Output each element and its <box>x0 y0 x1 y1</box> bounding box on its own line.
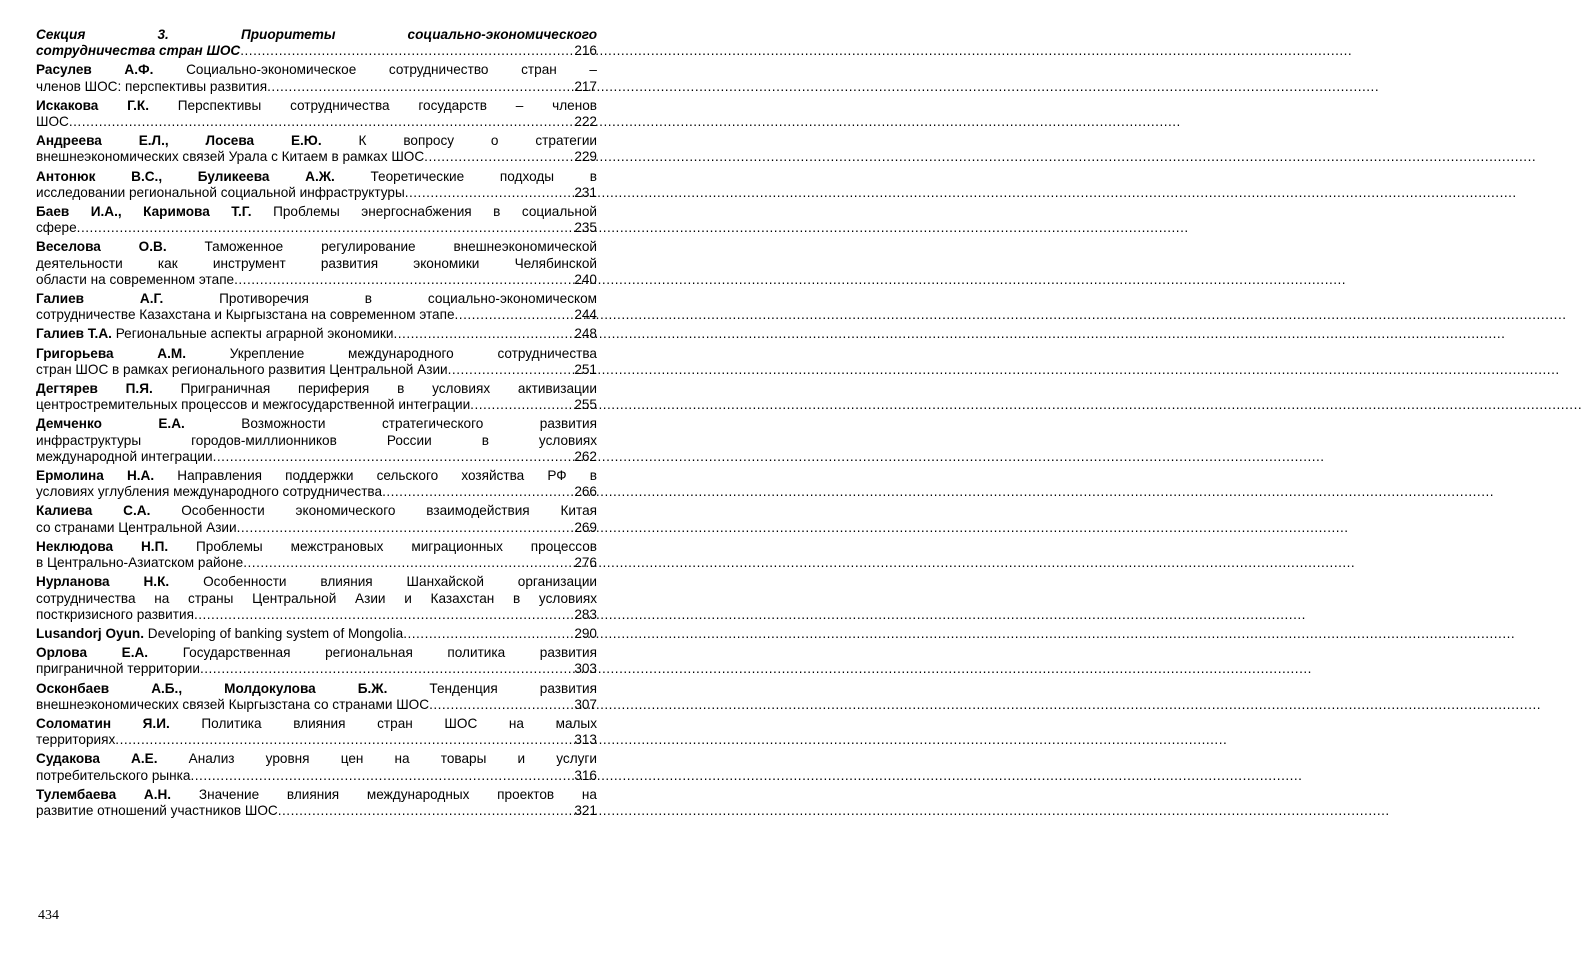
toc-author: Соломатин Я.И. <box>36 715 170 731</box>
toc-entry <box>36 574 597 623</box>
toc-entry <box>36 503 597 535</box>
toc-title-line: Особенности влияния Шанхайской организации <box>203 574 598 590</box>
toc-title-line: инфраструктуры городов-миллионников России в условиях <box>36 432 597 448</box>
toc-page-number: 262 <box>574 448 597 464</box>
toc-author: Тулембаева А.Н. <box>36 786 172 802</box>
toc-title-line: сфере <box>36 220 77 236</box>
toc-author: Расулев А.Ф. <box>36 62 154 78</box>
toc-title-line: сотрудничества на страны Центральной Азии и Казахстан в условиях <box>36 590 597 606</box>
toc-entry <box>36 626 597 642</box>
dot-leader <box>470 397 573 413</box>
dot-leader <box>237 520 574 536</box>
toc-section-heading <box>36 27 597 59</box>
toc-title-line: области на современном этапе <box>36 271 235 287</box>
toc-author: Судакова А.Е. <box>36 751 158 767</box>
dot-leader <box>393 326 573 342</box>
toc-title-line: условиях углубления международного сотрудничества <box>36 484 383 500</box>
dot-leader <box>69 114 573 130</box>
toc-title-line: К вопросу о стратегии <box>358 133 598 149</box>
toc-author: Григорьева А.М. <box>36 345 187 361</box>
toc-author: Андреева Е.Л., Лосева Е.Ю. <box>36 133 322 149</box>
page-number: 434 <box>38 908 59 923</box>
dot-leader <box>455 307 574 323</box>
toc-page-number: 222 <box>574 114 597 130</box>
toc-author: Антонюк В.С., Буликеева А.Ж. <box>36 168 335 184</box>
toc-title-line: Социально-экономическое сотрудничество стран – <box>186 62 597 78</box>
toc-page-number: 240 <box>574 271 597 287</box>
toc-title-line: Политика влияния стран ШОС на малых <box>201 715 597 731</box>
toc-entry <box>36 326 597 342</box>
toc-title-line: Приграничная периферия в условиях активизации <box>180 381 597 397</box>
dot-leader <box>77 220 574 236</box>
toc-title-line: Региональные аспекты аграрной экономики <box>115 326 394 342</box>
toc-entry <box>36 468 597 500</box>
toc-page-number: 255 <box>574 397 597 413</box>
toc-author: Орлова Е.А. <box>36 645 149 661</box>
toc-page-number: 251 <box>574 361 597 377</box>
toc-title-line: Проблемы межстрановых миграционных процессов <box>196 538 597 554</box>
toc-entry <box>36 133 597 165</box>
toc-page-number: 231 <box>574 184 597 200</box>
toc-author: Ермолина Н.А. <box>36 468 155 484</box>
toc-title-line: сотрудничества стран ШОС <box>36 43 241 59</box>
toc-title-line: членов ШОС: перспективы развития <box>36 78 268 94</box>
toc-entry <box>36 681 597 713</box>
toc-author: Дегтярев П.Я. <box>36 381 153 397</box>
toc-title-line: Укрепление международного сотрудничества <box>229 345 597 361</box>
toc-title-line: Значение влияния международных проектов на <box>198 786 597 802</box>
toc-page-number: 303 <box>574 661 597 677</box>
dot-leader <box>115 732 573 748</box>
toc-title-line: Тенденция развития <box>429 680 597 696</box>
toc-page-number: 217 <box>574 78 597 94</box>
toc-title-line: потребительского рынка <box>36 767 191 783</box>
dot-leader <box>424 149 573 165</box>
toc-title-line: Перспективы сотрудничества государств – членов <box>177 97 597 113</box>
toc-entry <box>36 716 597 748</box>
toc-entry <box>36 645 597 677</box>
toc-entry <box>36 62 597 94</box>
toc-page-number: 316 <box>574 767 597 783</box>
toc-entry <box>36 169 597 201</box>
toc-author: Осконбаев А.Б., Молдокулова Б.Ж. <box>36 680 388 696</box>
toc-title-line: со странами Центральной Азии <box>36 519 237 535</box>
toc-page-number: 313 <box>574 732 597 748</box>
toc-entry <box>36 291 597 323</box>
dot-leader <box>405 185 574 201</box>
toc-entry <box>36 381 597 413</box>
toc-title-line: Секция 3. Приоритеты социально-экономического <box>36 27 597 42</box>
toc-page-number: 283 <box>574 606 597 622</box>
dot-leader <box>240 43 573 59</box>
toc-page-number: 216 <box>574 43 597 59</box>
toc-page-number: 290 <box>574 625 597 641</box>
toc-author: Калиева С.А. <box>36 503 151 519</box>
dot-leader <box>243 555 573 571</box>
toc-title-line: сотрудничестве Казахстана и Кыргызстана на современном этапе <box>36 307 455 323</box>
dot-leader <box>278 803 574 819</box>
dot-leader <box>191 768 574 784</box>
table-of-contents <box>36 27 597 822</box>
toc-title-line: в Центрально-Азиатском районе <box>36 555 244 571</box>
toc-title-line: Анализ уровня цен на товары и услуги <box>188 751 597 767</box>
toc-title-line: стран ШОС в рамках регионального развития Центральной Азии <box>36 361 448 377</box>
toc-page-number: 235 <box>574 220 597 236</box>
toc-author: Нурланова Н.К. <box>36 574 170 590</box>
toc-title-line: развитие отношений участников ШОС <box>36 802 278 818</box>
toc-entry <box>36 751 597 783</box>
dot-leader <box>429 697 573 713</box>
toc-title-line: деятельности как инструмент развития экономики Челябинской <box>36 255 597 271</box>
toc-entry <box>36 787 597 819</box>
toc-title-line: территориях <box>36 732 116 748</box>
dot-leader <box>403 626 573 642</box>
toc-page-number: 276 <box>574 555 597 571</box>
toc-entry <box>36 539 597 571</box>
toc-author: Галиев А.Г. <box>36 291 164 307</box>
toc-title-line: внешнеэкономических связей Урала с Китаем в рамках ШОС <box>36 149 425 165</box>
toc-page-number: 244 <box>574 307 597 323</box>
dot-leader <box>200 661 573 677</box>
toc-page-number: 269 <box>574 519 597 535</box>
toc-title-line: Особенности экономического взаимодействия Китая <box>181 503 598 519</box>
toc-title-line: Developing of banking system of Mongolia <box>147 625 404 641</box>
toc-author: Галиев Т.А. <box>36 326 112 342</box>
toc-author: Демченко Е.А. <box>36 416 185 432</box>
dot-leader <box>213 449 574 465</box>
toc-title-line: Направления поддержки сельского хозяйства РФ в <box>177 468 597 484</box>
toc-title-line: ШОС <box>36 114 69 130</box>
toc-page-number: 248 <box>574 326 597 342</box>
toc-title-line: Противоречия в социально-экономическом <box>219 291 597 307</box>
toc-title-line: Проблемы энергоснабжения в социальной <box>273 204 597 220</box>
dot-leader <box>382 484 573 500</box>
toc-page-number: 229 <box>574 149 597 165</box>
toc-author: Lusandorj Oyun. <box>36 625 144 641</box>
toc-page-number: 307 <box>574 696 597 712</box>
toc-page-number: 321 <box>574 802 597 818</box>
toc-entry <box>36 98 597 130</box>
dot-leader <box>267 79 573 95</box>
toc-author: Баев И.А., Каримова Т.Г. <box>36 204 252 220</box>
toc-title-line: центростремительных процессов и межгосударственной интеграции <box>36 397 471 413</box>
dot-leader <box>448 362 574 378</box>
dot-leader <box>234 272 573 288</box>
toc-entry <box>36 346 597 378</box>
toc-title-line: приграничной территории <box>36 661 200 677</box>
toc-title-line: международной интеграции <box>36 448 213 464</box>
toc-title-line: Таможенное регулирование внешнеэкономической <box>204 239 597 255</box>
toc-author: Искакова Г.К. <box>36 97 149 113</box>
toc-title-line: Возможности стратегического развития <box>241 416 598 432</box>
toc-entry <box>36 239 597 288</box>
toc-title-line: исследовании региональной социальной инфраструктуры <box>36 184 405 200</box>
toc-entry <box>36 204 597 236</box>
toc-author: Веселова О.В. <box>36 239 167 255</box>
toc-entry <box>36 416 597 465</box>
toc-page-number: 266 <box>574 484 597 500</box>
toc-title-line: посткризисного развития <box>36 606 194 622</box>
toc-author: Неклюдова Н.П. <box>36 538 169 554</box>
toc-title-line: внешнеэкономических связей Кыргызстана со странами ШОС <box>36 696 430 712</box>
toc-title-line: Государственная региональная политика развития <box>182 645 597 661</box>
dot-leader <box>194 607 573 623</box>
toc-title-line: Теоретические подходы в <box>370 168 597 184</box>
